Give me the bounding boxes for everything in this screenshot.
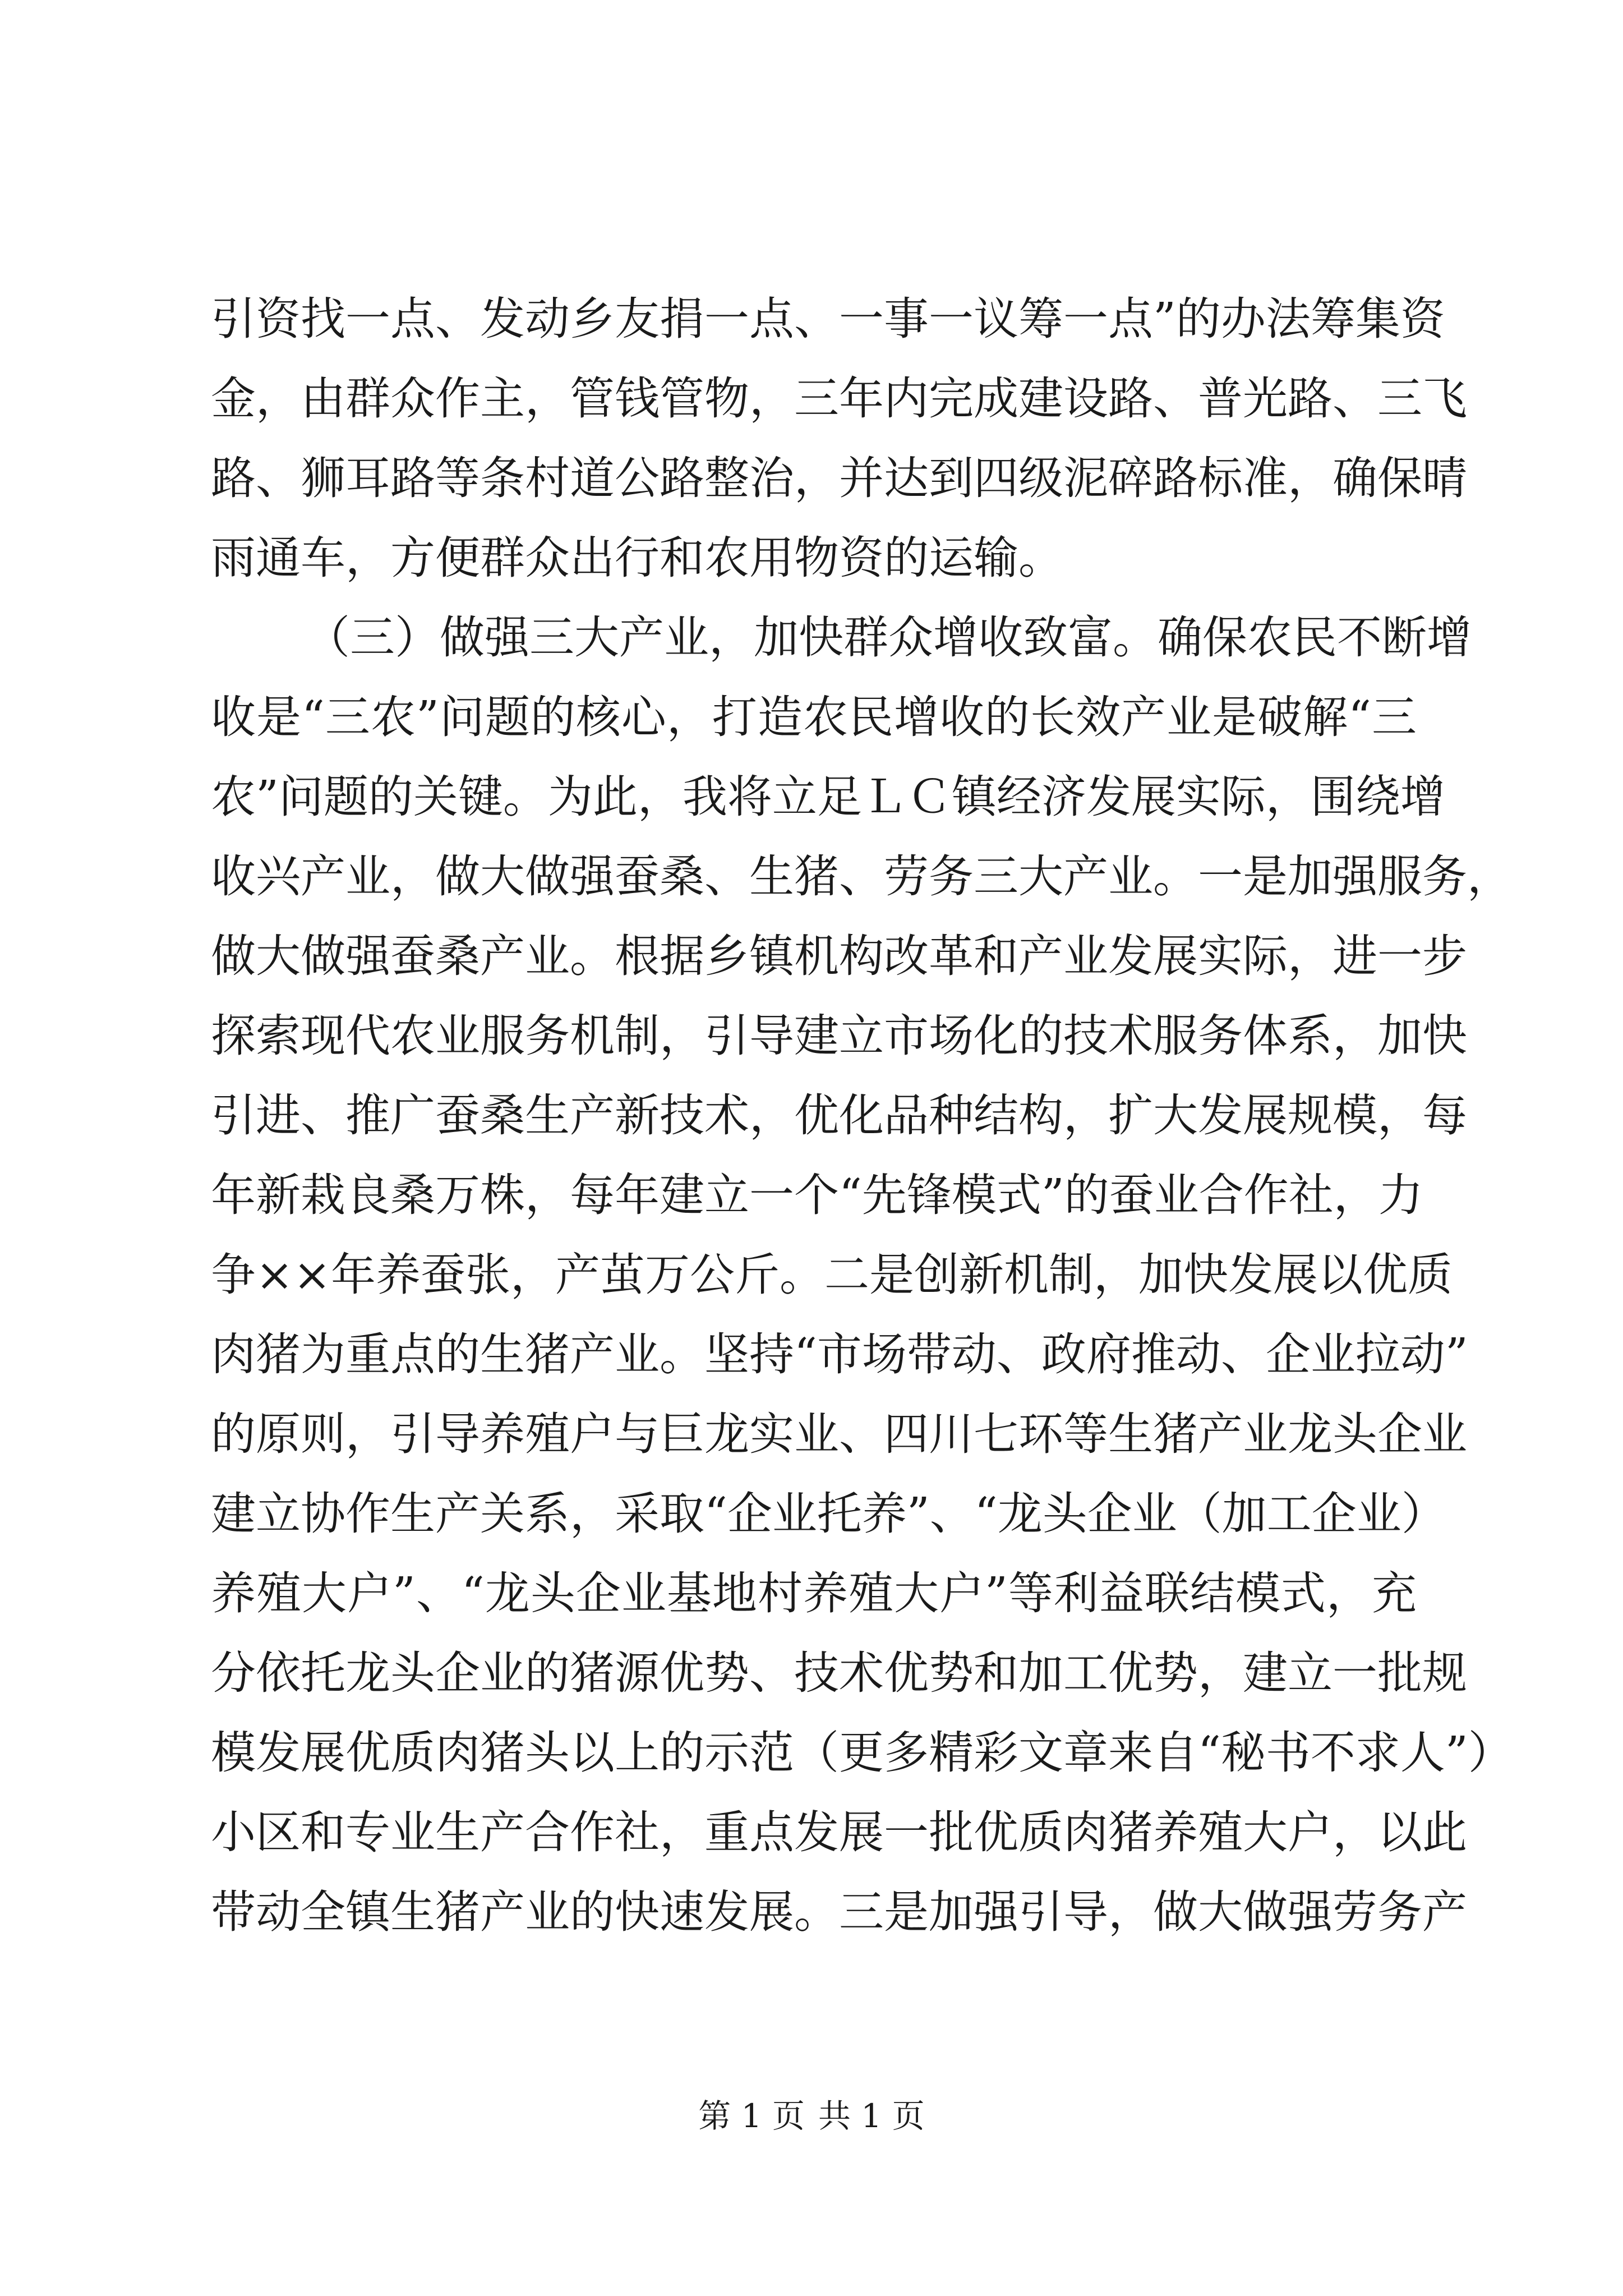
- text-line: 争××年养蚕张，产茧万公斤。二是创新机制，加快发展以优质: [211, 1249, 1453, 1301]
- text-line: 分依托龙头企业的猪源优势、技术优势和加工优势，建立一批规: [211, 1647, 1467, 1699]
- document-body: [211, 279, 1513, 1952]
- page-number: 第 1 页: [698, 2097, 805, 2135]
- text-line: 肉猪为重点的生猪产业。坚持“市场带动、政府推动、企业拉动”: [211, 1328, 1468, 1381]
- page-footer: [0, 2093, 1623, 2138]
- text-line: 建立协作生产关系，采取“企业托养”、“龙头企业（加工企业）: [211, 1488, 1446, 1540]
- text-line: 做大做强蚕桑产业。根据乡镇机构改革和产业发展实际，进一步: [211, 930, 1467, 982]
- text-line: 年新栽良桑万株，每年建立一个“先锋模式”的蚕业合作社，力: [211, 1169, 1423, 1221]
- text-line: 金，由群众作主，管钱管物，三年内完成建设路、普光路、三飞: [211, 372, 1467, 425]
- page-total: 共 1 页: [818, 2097, 925, 2135]
- text-line: 收兴产业，做大做强蚕桑、生猪、劳务三大产业。一是加强服务，: [211, 850, 1512, 903]
- text-line: 农”问题的关键。为此，我将立足ＬＣ镇经济发展实际，围绕增: [211, 771, 1445, 823]
- text-line: （三）做强三大产业，加快群众增收致富。确保农民不断增: [305, 611, 1472, 664]
- text-line: 收是“三农”问题的核心，打造农民增收的长效产业是破解“三: [211, 691, 1417, 743]
- text-line: 模发展优质肉猪头以上的示范（更多精彩文章来自“秘书不求人”）: [211, 1727, 1513, 1779]
- text-line: 养殖大户”、“龙头企业基地村养殖大户”等利益联结模式，充: [211, 1567, 1417, 1619]
- text-line: 引资找一点、发动乡友捐一点、一事一议筹一点”的办法筹集资: [211, 293, 1445, 345]
- text-line: 引进、推广蚕桑生产新技术，优化品种结构，扩大发展规模，每: [211, 1089, 1467, 1142]
- text-line: 的原则，引导养殖户与巨龙实业、四川七环等生猪产业龙头企业: [211, 1408, 1467, 1460]
- text-line: 雨通车，方便群众出行和农用物资的运输。: [211, 532, 1063, 584]
- text-line: 带动全镇生猪产业的快速发展。三是加强引导，做大做强劳务产: [211, 1886, 1467, 1938]
- text-line: 路、狮耳路等条村道公路整治，并达到四级泥碎路标准，确保晴: [211, 452, 1467, 504]
- text-line: 探索现代农业服务机制，引导建立市场化的技术服务体系，加快: [211, 1010, 1467, 1062]
- text-line: 小区和专业生产合作社，重点发展一批优质肉猪养殖大户，以此: [211, 1806, 1467, 1858]
